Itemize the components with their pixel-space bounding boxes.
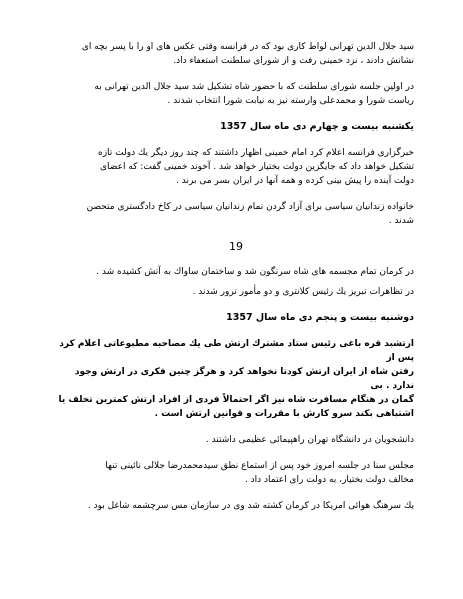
- text-line: مخالف دولت بختیار، به دولت رای اعتماد داد .: [244, 475, 414, 485]
- paragraph-kerman-statues: [58, 265, 414, 279]
- paragraph-kerman-colonel: [58, 499, 414, 513]
- text-line: خانواده زندانیان سیاسی برای آزاد گردن تمام زندانیان سیاسی در کاخ دادگستری متحصن: [86, 202, 414, 212]
- text-line: دانشجویان در دانشگاه تهران راهپیمائی عظیمی داشتند .: [205, 435, 414, 445]
- text-line: گمان در هنگام مسافرت شاه نیز اگر احتمالاً فردی از افراد ارتش کمترین تخلف یا: [58, 395, 414, 405]
- text-line: ارتشبد قره باغی رئیس ستاد مشترك ارتش طی یك مصاحبه مطبوعاتی اعلام کرد پس از: [59, 339, 414, 363]
- paragraph-political-prisoners: [58, 200, 414, 228]
- paragraph-student-march: [58, 433, 414, 447]
- date-heading-25-dey: دوشنبه بیست و پنجم دی ماه سال 1357: [226, 312, 414, 323]
- text-line: خبرگزاری فرانسه اعلام کرد امام خمینی اظهار داشتند که چند روز دیگر یك دولت تازه: [97, 148, 414, 158]
- text-line: تشکیل خواهد داد که جایگزین دولت بختیار خواهد شد . آخوند خمینی گفت: که اعضای: [100, 162, 414, 172]
- text-line: ریاست شورا و محمدعلی وارسته نیز به نیابت شورا انتخاب شدند .: [167, 96, 414, 106]
- paragraph-senate-vote: [58, 459, 414, 487]
- date-heading-24-dey: یکشنبه بیست و چهارم دی ماه سال 1357: [220, 121, 414, 132]
- text-line: شدند .: [388, 216, 414, 226]
- document-page: [58, 40, 414, 525]
- text-line: رفتن شاه از ایران ارتش کودتا نخواهد کرد و هرگز چنین فکری در ارتش وجود ندارد . بی: [74, 367, 414, 391]
- paragraph-gharabaghi-statement: [58, 337, 414, 421]
- page-number: 19: [229, 240, 243, 253]
- text-line: در اولین جلسه شورای سلطنت که با حضور شاه تشکیل شد سید جلال الدین تهرانی به: [94, 82, 414, 92]
- paragraph-tehrani-resignation: [58, 40, 414, 68]
- text-line: مجلس سنا در جلسه امروز خود پس از استماع نطق سیدمحمدرضا جلالی نائینی تنها: [105, 461, 414, 471]
- text-line: سید جلال الدین تهرانی لواط کاری بود که در فرانسه وقتی عکس های او را با پسر بچه ای: [81, 42, 414, 52]
- paragraph-afp-report: [58, 146, 414, 188]
- paragraph-tabriz-protests: [58, 285, 414, 299]
- text-line: در کرمان تمام مجسمه های شاه سرنگون شد و ساختمان ساواك به آتش کشیده شد .: [96, 267, 414, 277]
- text-line: اشتباهی بکند سرو کارش با مقررات و قوانین ارتش است .: [154, 409, 414, 419]
- text-line: دولت آینده را پیش بینی کرده و همه آنها در ایران بسر می برند .: [176, 176, 414, 186]
- text-line: یك سرهنگ هوائی امریکا در کرمان کشته شد وی در سازمان مس سرچشمه شاغل بود .: [87, 501, 414, 511]
- text-line: در تظاهرات تبریز یك رئیس کلانتری و دو مأمور ترور شدند .: [192, 287, 414, 297]
- paragraph-regency-council: [58, 80, 414, 108]
- text-line: نشانش دادند ، نزد خمینی رفت و از شورای سلطنت استعفاء داد.: [173, 56, 414, 66]
